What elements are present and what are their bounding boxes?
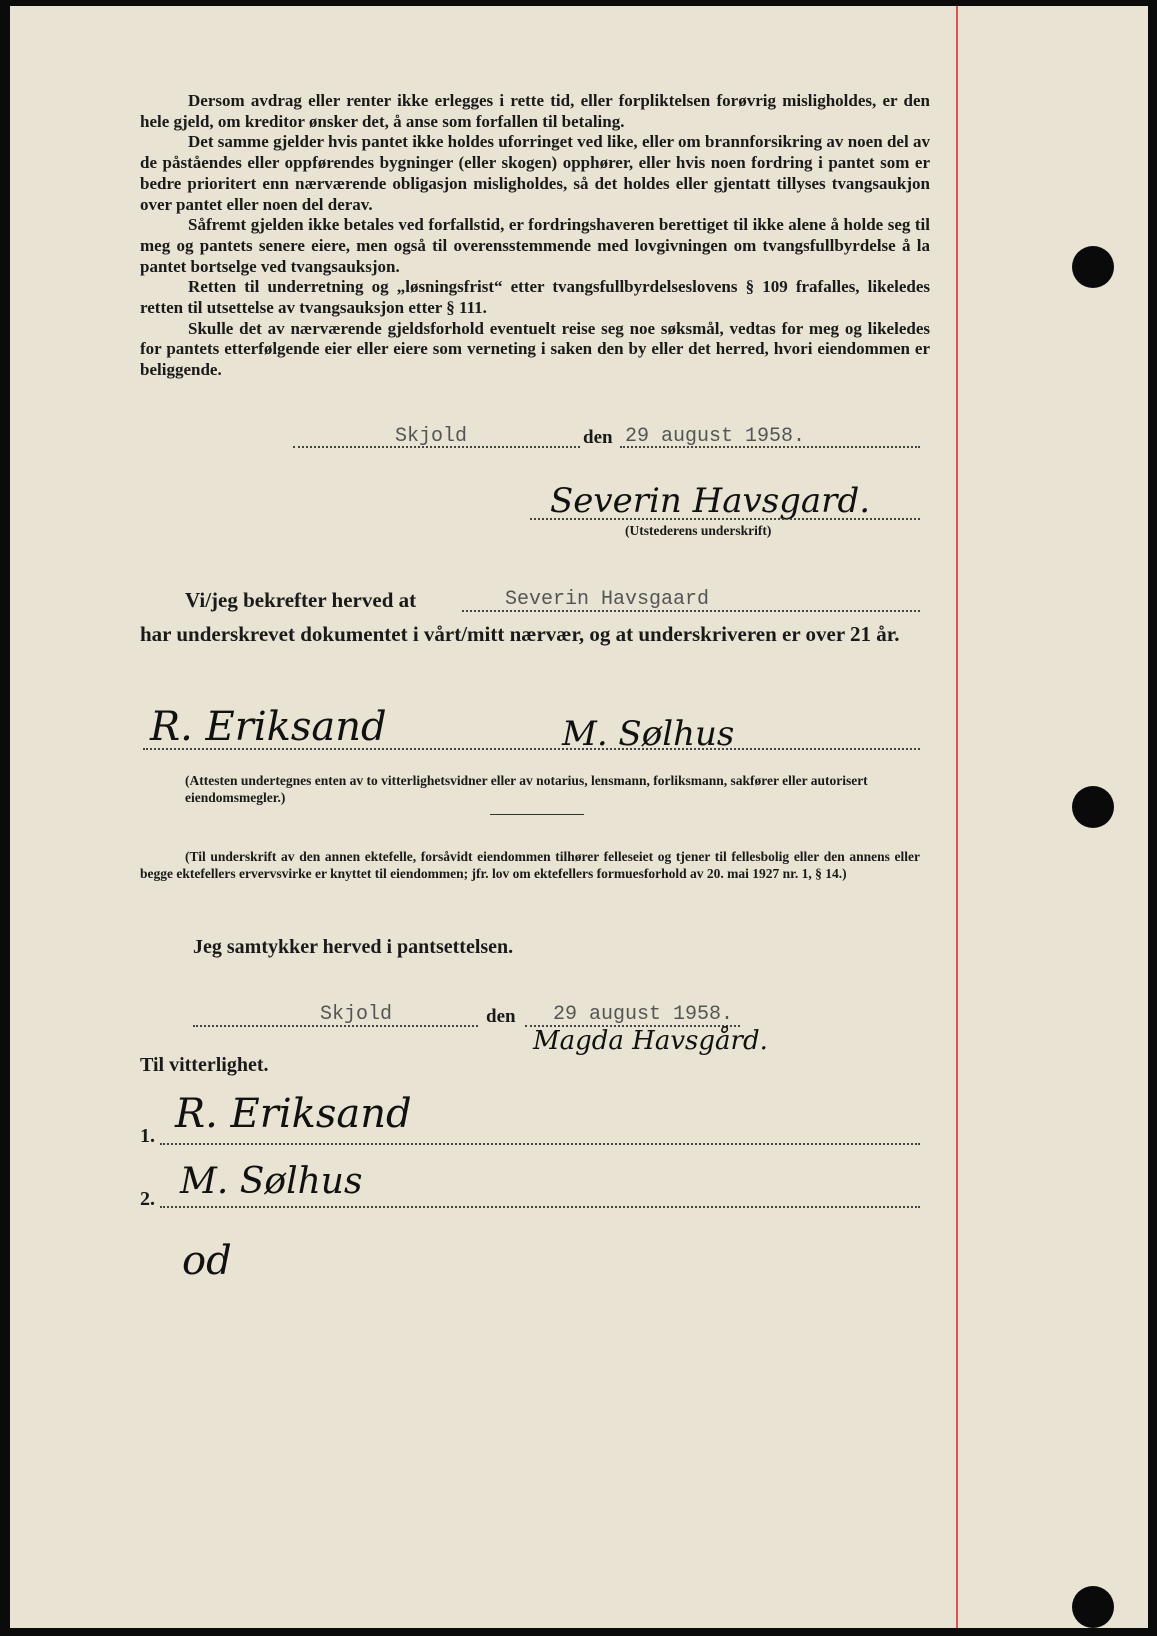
- document-page: [10, 6, 1148, 1628]
- witness-number: 2.: [140, 1188, 155, 1210]
- witness-number: 1.: [140, 1125, 155, 1147]
- consent-text: Jeg samtykker herved i pantsettelsen.: [193, 936, 514, 958]
- paragraph: Dersom avdrag eller renter ikke erlegges i rette tid, eller forpliktelsen forøvrig misligholdes, er den hele gjeld, om kreditor ønsker det, å anse som forfallen til betaling.: [140, 91, 930, 131]
- red-margin-line: [956, 6, 958, 1628]
- confirm-text: har underskrevet dokumentet i vårt/mitt nærvær, og at underskriveren er over 21 år.: [140, 622, 900, 646]
- date-typed: 29 august 1958.: [625, 425, 806, 448]
- punch-hole: [1072, 786, 1114, 828]
- attest-note: (Attesten undertegnes enten av to vitterlighetsvidner eller av notarius, lensmann, forliksmann, sakfører eller autorisert eiendomsmegler.): [185, 773, 868, 805]
- spouse-note: (Til underskrift av den annen ektefelle, forsåvidt eiendommen tilhører felleseiet og tjener til fellesbolig eller den annens eller begge ektefellers ervervsvirke er knyttet til eiendommen; jfr. lov om ektefellers formuesforhold av 20. mai 1927 nr. 1, § 14.): [140, 849, 920, 881]
- place-typed: Skjold: [395, 425, 468, 448]
- separator: [490, 814, 584, 815]
- paragraph: Såfremt gjelden ikke betales ved forfallstid, er fordringshaveren berettiget til ikke alene å holde seg til meg og pantets senere eiere, men også til overensstemmende med lovgivningen om tvangsfullbyrdelse å la pantet bortselge ved tvangsauksjon.: [140, 215, 930, 276]
- punch-hole: [1072, 1586, 1114, 1628]
- paragraph: Skulle det av nærværende gjeldsforhold eventuelt reise seg noe søksmål, vedtas for meg og likeledes for pantets etterfølgende eier eller eiere som verneting i saken den by eller det herred, hvori eiendommen er beliggende.: [140, 318, 930, 380]
- place-typed: Skjold: [320, 1003, 393, 1026]
- witness-label: Til vitterlighet.: [140, 1054, 269, 1076]
- paragraph: Retten til underretning og „løsningsfrist“ etter tvangsfullbyrdelseslovens § 109 frafalles, likeledes retten til utsettelse av tvangsauksjon etter § 111.: [140, 277, 930, 318]
- witness-signature-2: M. Sølhus: [562, 714, 735, 754]
- den-label: den: [583, 427, 613, 448]
- issuer-caption: (Utstederens underskrift): [625, 523, 772, 538]
- den-label: den: [486, 1006, 516, 1027]
- witness-line: [143, 748, 920, 750]
- terms-text: [140, 91, 930, 381]
- witness-1-signature: R. Eriksand: [175, 1091, 412, 1137]
- confirm-prefix: Vi/jeg bekrefter herved at: [185, 588, 417, 612]
- initials: od: [182, 1238, 232, 1284]
- witness-signature-1: R. Eriksand: [150, 704, 387, 750]
- witness-2-signature: M. Sølhus: [180, 1161, 363, 1202]
- punch-hole: [1072, 246, 1114, 288]
- issuer-signature: Severin Havsgard.: [550, 481, 871, 521]
- date-typed: 29 august 1958.: [553, 1003, 734, 1026]
- paragraph: Det samme gjelder hvis pantet ikke holdes uforringet ved like, eller om brannforsikring av noen del av de påståendes eller oppførendes bygninger (eller skogen) opphører, eller hvis noen fordring i pantet som er bedre prioritert enn nærværende obligasjon misligholdes, så det holdes eller gjentatt tillyses tvangsaukjon over pantet eller noen del derav.: [140, 132, 930, 214]
- witness-2-line: [160, 1206, 920, 1208]
- spouse-signature: Magda Havsgård.: [533, 1026, 768, 1056]
- witness-1-line: [160, 1143, 920, 1145]
- confirm-name-typed: Severin Havsgaard: [505, 588, 710, 611]
- signature-line: [530, 518, 920, 520]
